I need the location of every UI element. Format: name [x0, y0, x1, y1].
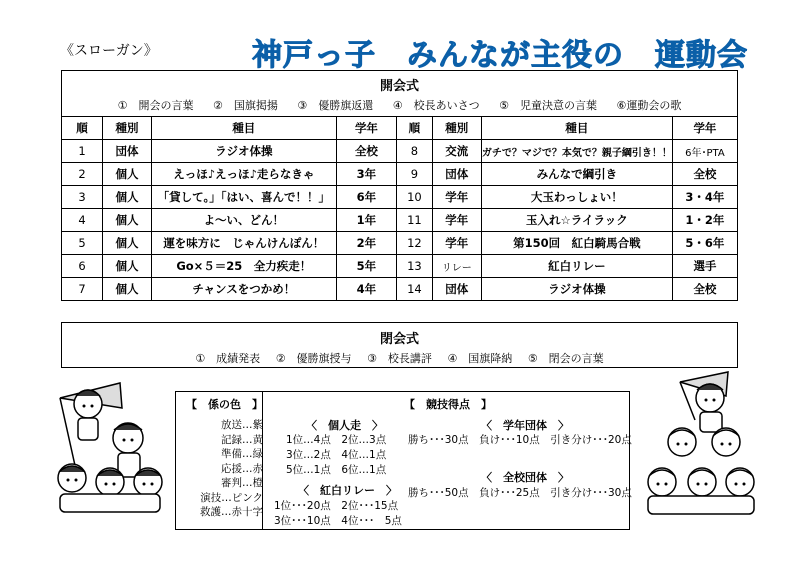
event-cell: よ～い、どん！ [152, 209, 337, 232]
closing-item: ② 優勝旗授与 [275, 352, 352, 365]
grade-team-title: 〈 学年団体 〉 [481, 419, 569, 432]
event-cell: えっほ♪えっほ♪走らなきゃ [152, 163, 337, 186]
order-cell: 8 [397, 140, 432, 163]
grade-cell: 3・4年 [672, 186, 737, 209]
grade-team-line: 勝ち･･･30点 負け･･･10点 引き分け･･･20点 [408, 434, 632, 446]
type-cell: 個人 [102, 232, 151, 255]
table-row [62, 232, 738, 255]
staff-color-item: 放送…紫 [221, 419, 263, 431]
children-illustration-right [640, 370, 760, 520]
school-team-line: 勝ち･･･50点 負け･･･25点 引き分け･･･30点 [408, 487, 632, 499]
staff-color-item: 記録…黄 [221, 433, 263, 446]
grade-cell: 選手 [672, 255, 737, 278]
order-cell: 4 [62, 209, 103, 232]
type-cell: 団体 [432, 278, 481, 301]
opening-item: ⑤ 児童決意の言葉 [499, 99, 597, 112]
event-cell: チャンスをつかめ！ [152, 278, 337, 301]
order-cell: 13 [397, 255, 432, 278]
type-cell: 団体 [102, 140, 151, 163]
header-event: 種目 [481, 117, 672, 140]
order-cell: 12 [397, 232, 432, 255]
staff-color-item: 応援…赤 [221, 462, 263, 475]
event-cell: ガチで？マジで？本気で？親子綱引き！！ [481, 140, 672, 163]
individual-line: 1位…4点 2位…3点 [286, 434, 387, 446]
opening-ceremony-box [61, 70, 738, 117]
opening-item: ① 開会の言葉 [117, 99, 194, 112]
staff-color-item: 演技…ピンク [200, 491, 263, 504]
grade-cell: 4年 [336, 278, 397, 301]
table-row [62, 209, 738, 232]
closing-item: ④ 国旗降納 [447, 352, 513, 365]
table-row [62, 278, 738, 301]
opening-item: ③ 優勝旗返還 [297, 99, 374, 112]
type-cell: 個人 [102, 255, 151, 278]
grade-cell: 6年･PTA [672, 140, 737, 163]
order-cell: 14 [397, 278, 432, 301]
order-cell: 3 [62, 186, 103, 209]
type-cell: 団体 [432, 163, 481, 186]
table-row [62, 163, 738, 186]
opening-heading: 開会式 [379, 79, 419, 94]
opening-item: ② 国旗掲揚 [213, 99, 278, 112]
order-cell: 10 [397, 186, 432, 209]
grade-cell: 1・2年 [672, 209, 737, 232]
type-cell: 学年 [432, 232, 481, 255]
type-cell: 個人 [102, 209, 151, 232]
event-cell: Go×５＝25 全力疾走！ [152, 255, 337, 278]
staff-colors-list [200, 418, 263, 520]
order-cell: 11 [397, 209, 432, 232]
header-event: 種目 [152, 117, 337, 140]
header-type: 種別 [102, 117, 151, 140]
closing-item: ③ 校長講評 [367, 352, 432, 365]
opening-item: ⑥運動会の歌 [616, 99, 682, 112]
type-cell: 個人 [102, 163, 151, 186]
opening-items [62, 97, 737, 113]
grade-cell: 1年 [336, 209, 397, 232]
event-cell: ラジオ体操 [152, 140, 337, 163]
relay-title: 〈 紅白リレー 〉 [298, 484, 397, 497]
table-row [62, 186, 738, 209]
closing-ceremony-box [61, 322, 738, 368]
header-grade: 学年 [336, 117, 397, 140]
order-cell: 2 [62, 163, 103, 186]
grade-cell: 全校 [336, 140, 397, 163]
header-type: 種別 [432, 117, 481, 140]
closing-heading: 閉会式 [379, 332, 419, 347]
individual-title: 〈 個人走 〉 [306, 419, 383, 432]
grade-cell: 6年 [336, 186, 397, 209]
staff-color-item: 準備…緑 [221, 448, 263, 460]
header-order: 順 [62, 117, 103, 140]
section-divider [262, 392, 264, 529]
event-cell: 大玉わっしょい！ [481, 186, 672, 209]
event-cell: 紅白リレー [481, 255, 672, 278]
score-title: 【 競技得点 】 [404, 398, 492, 411]
individual-line: 3位…2点 4位…1点 [286, 449, 387, 461]
header-order: 順 [397, 117, 432, 140]
grade-cell: 2年 [336, 232, 397, 255]
closing-item: ① 成績発表 [195, 352, 261, 365]
event-cell: 第150回 紅白騎馬合戦 [481, 232, 672, 255]
type-cell: 学年 [432, 209, 481, 232]
grade-cell: 3年 [336, 163, 397, 186]
event-cell: 「貸して。」「はい、喜んで！！」 [152, 186, 337, 209]
grade-cell: 全校 [672, 163, 737, 186]
type-cell: 交流 [432, 140, 481, 163]
type-cell: 個人 [102, 278, 151, 301]
header-grade: 学年 [672, 117, 737, 140]
type-cell: 個人 [102, 186, 151, 209]
table-header-row [62, 117, 738, 140]
program-table [61, 116, 738, 301]
type-cell: リレー [432, 255, 481, 278]
staff-color-item: 審判…橙 [221, 477, 263, 489]
opening-item: ④ 校長あいさつ [392, 99, 480, 112]
type-cell: 学年 [432, 186, 481, 209]
table-row [62, 140, 738, 163]
children-illustration-left [50, 378, 170, 518]
info-box [175, 391, 630, 530]
page-title: 神戸っ子 みんなが主役の 運動会 [252, 38, 748, 73]
order-cell: 6 [62, 255, 103, 278]
order-cell: 5 [62, 232, 103, 255]
event-cell: 運を味方に じゃんけんぽん！ [152, 232, 337, 255]
grade-cell: 5・6年 [672, 232, 737, 255]
closing-item: ⑤ 閉会の言葉 [527, 352, 604, 365]
staff-colors-title: 【 係の色 】 [186, 398, 263, 411]
relay-line: 1位･･･20点 2位･･･15点 [274, 500, 399, 512]
closing-items [62, 350, 737, 366]
grade-cell: 5年 [336, 255, 397, 278]
event-cell: 玉入れ☆ライラック [481, 209, 672, 232]
event-cell: ラジオ体操 [481, 278, 672, 301]
order-cell: 1 [62, 140, 103, 163]
slogan-label: 《スローガン》 [60, 43, 158, 59]
individual-line: 5位…1点 6位…1点 [286, 464, 387, 476]
grade-cell: 全校 [672, 278, 737, 301]
event-cell: みんなで綱引き [481, 163, 672, 186]
order-cell: 9 [397, 163, 432, 186]
staff-color-item: 救護…赤十字 [200, 506, 263, 518]
order-cell: 7 [62, 278, 103, 301]
school-team-title: 〈 全校団体 〉 [481, 471, 569, 484]
table-row [62, 255, 738, 278]
relay-line: 3位･･･10点 4位･･･ 5点 [274, 515, 402, 527]
